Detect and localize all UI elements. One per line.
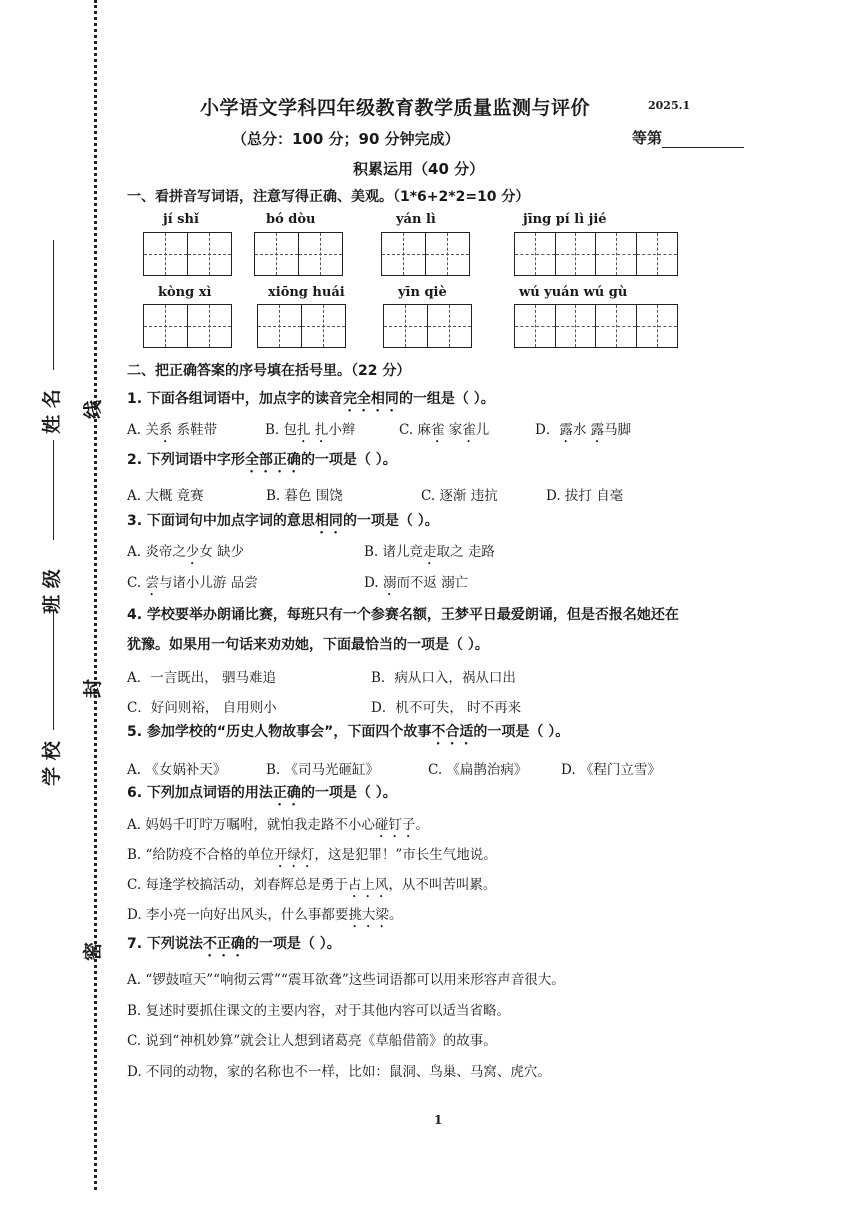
q2-5-option-b[interactable]: B. 《司马光砸缸》	[266, 762, 380, 778]
writing-grid-6[interactable]	[257, 304, 346, 348]
exam-date: 2025.1	[648, 99, 691, 112]
section-heading: 积累运用（40 分）	[353, 160, 485, 178]
name-blank-line	[53, 240, 54, 370]
side-label-class: 班 级	[40, 569, 63, 614]
q2-4-heading-line1: 4. 学校要举办朗诵比赛，每班只有一个参赛名额，王梦平日最爱朗诵，但是否报名她还在	[127, 607, 679, 623]
writing-grid-5[interactable]	[143, 304, 232, 348]
q2-7-option-c[interactable]: C. 说到“神机妙算”就会让人想到诸葛亮《草船借箭》的故事。	[127, 1033, 497, 1049]
class-blank-line	[53, 440, 54, 540]
pinyin-5: kòng xì	[158, 285, 212, 300]
q2-2-heading: 2. 下列词语中字形全部正确的一项是（ ）。	[127, 452, 397, 468]
q2-1-option-b[interactable]: B. 包扎 扎小辫	[265, 422, 356, 438]
q1-heading: 一、看拼音写词语，注意写得正确、美观。（1*6+2*2=10 分）	[127, 189, 530, 205]
writing-grid-8[interactable]	[514, 304, 678, 348]
q2-2-option-b[interactable]: B. 暮色 围饶	[266, 488, 343, 504]
q2-1-option-c[interactable]: C. 麻雀 家雀儿	[399, 422, 490, 438]
q2-1-heading: 1. 下面各组词语中，加点字的读音完全相同的一组是（ ）。	[127, 391, 495, 407]
q2-3-option-d[interactable]: D. 溺而不返 溺亡	[364, 575, 469, 591]
school-blank-line	[53, 610, 54, 730]
q2-6-option-a[interactable]: A. 妈妈千叮咛万嘱咐，就怕我走路不小心碰钉子。	[127, 817, 429, 833]
writing-grid-2[interactable]	[254, 232, 343, 276]
pinyin-3: yán lì	[396, 212, 436, 227]
q2-1-option-d[interactable]: D．露水 露马脚	[535, 422, 632, 438]
side-label-xian: 线	[82, 399, 105, 420]
q2-2-option-d[interactable]: D. 拔打 自毫	[546, 488, 624, 504]
q2-2-option-c[interactable]: C. 逐渐 违抗	[421, 488, 498, 504]
writing-grid-3[interactable]	[381, 232, 470, 276]
q2-6-option-d[interactable]: D. 李小亮一向好出风头，什么事都要挑大梁。	[127, 907, 403, 923]
q2-3-option-a[interactable]: A. 炎帝之少女 缺少	[127, 544, 245, 560]
side-label-name: 姓 名	[40, 389, 63, 434]
q2-7-heading: 7. 下列说法不正确的一项是（ ）。	[127, 936, 341, 952]
exam-subtitle: （总分：100 分；90 分钟完成）	[232, 130, 460, 148]
pinyin-6: xiōng huái	[268, 285, 345, 300]
q2-3-option-b[interactable]: B. 诸儿竞走取之 走路	[364, 544, 495, 560]
q2-5-option-c[interactable]: C. 《扁鹊治病》	[428, 762, 528, 778]
writing-grid-1[interactable]	[143, 232, 232, 276]
q2-3-option-c[interactable]: C. 尝与诸小儿游 品尝	[127, 575, 258, 591]
q2-4-option-a[interactable]: A．一言既出， 驷马难追	[127, 670, 277, 686]
pinyin-8: wú yuán wú gù	[519, 285, 628, 300]
side-label-school: 学 校	[40, 741, 63, 786]
q2-5-option-d[interactable]: D. 《程门立雪》	[561, 762, 661, 778]
grade-label: 等第	[632, 129, 663, 147]
writing-grid-7[interactable]	[383, 304, 472, 348]
q2-4-option-d[interactable]: D．机不可失， 时不再来	[371, 700, 522, 716]
writing-grid-4[interactable]	[514, 232, 678, 276]
q2-1-option-a[interactable]: A. 关系 系鞋带	[127, 422, 218, 438]
q2-5-option-a[interactable]: A. 《女娲补天》	[127, 762, 227, 778]
q2-7-option-d[interactable]: D. 不同的动物，家的名称也不一样，比如：鼠洞、鸟巢、马窝、虎穴。	[127, 1064, 551, 1080]
side-label-mi: 密	[82, 941, 105, 962]
pinyin-7: yīn qiè	[398, 285, 447, 300]
pinyin-2: bó dòu	[266, 212, 316, 227]
q2-4-option-b[interactable]: B．病从口入，祸从口出	[371, 670, 516, 686]
side-label-feng: 封	[82, 678, 105, 699]
pinyin-4: jīng pí lì jié	[523, 212, 607, 227]
q2-6-heading: 6. 下列加点词语的用法正确的一项是（ ）。	[127, 785, 397, 801]
q2-7-option-a[interactable]: A. “锣鼓喧天”“响彻云霄”“震耳欲聋”这些词语都可以用来形容声音很大。	[127, 972, 565, 988]
q2-6-option-b[interactable]: B. “给防疫不合格的单位开绿灯，这是犯罪！”市长生气地说。	[127, 847, 497, 863]
page-title: 小学语文学科四年级教育教学质量监测与评价	[200, 97, 591, 119]
grade-blank[interactable]	[662, 132, 744, 148]
q2-4-option-c[interactable]: C．好问则裕， 自用则小	[127, 700, 277, 716]
page-number: 1	[434, 1113, 443, 1127]
grade-field[interactable]	[632, 127, 744, 148]
q2-7-option-b[interactable]: B. 复述时要抓住课文的主要内容，对于其他内容可以适当省略。	[127, 1003, 511, 1019]
q2-6-option-c[interactable]: C. 每逢学校搞活动，刘春辉总是勇于占上风，从不叫苦叫累。	[127, 877, 497, 893]
pinyin-1: jí shǐ	[163, 212, 199, 227]
q2-5-heading: 5. 参加学校的“历史人物故事会”，下面四个故事不合适的一项是（ ）。	[127, 724, 570, 740]
q2-heading: 二、把正确答案的序号填在括号里。（22 分）	[127, 363, 411, 379]
q2-2-option-a[interactable]: A. 大概 竟赛	[127, 488, 204, 504]
q2-3-heading: 3. 下面词句中加点字词的意思相同的一项是（ ）。	[127, 513, 439, 529]
q2-4-heading-line2: 犹豫。如果用一句话来劝劝她，下面最恰当的一项是（ ）。	[127, 637, 489, 653]
binding-dotted-line	[94, 0, 97, 1190]
